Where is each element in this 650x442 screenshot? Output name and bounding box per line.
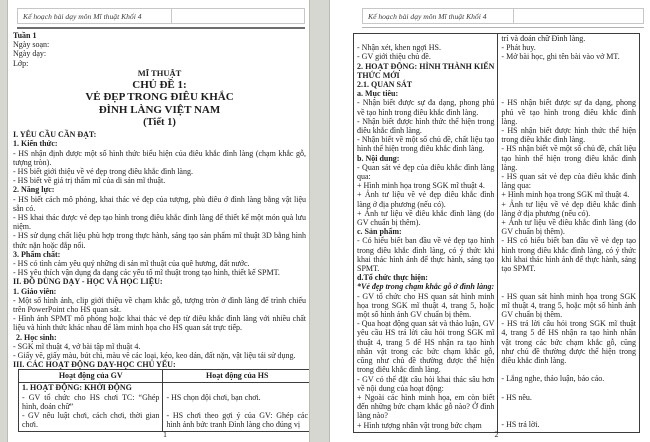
hs-paragraph: - HS chọn đội chơi, bạn chơi. (166, 392, 261, 402)
hs-paragraph: - HS nhận biết được sự đa dạng, phong phú về tạo hình trong điêu khắc đình làng. (501, 98, 636, 126)
gv-paragraph: 1. HOẠT ĐỘNG: KHỞI ĐỘNG (22, 383, 132, 393)
hs-paragraph: - HS trả lời. (501, 420, 540, 430)
table-row (354, 34, 640, 433)
body-paragraph: - HS nhận định được một số hình thức biểu hiện của điêu khắc đình làng (chạm khắc gỗ, tượng tròn). (13, 148, 306, 167)
gv-paragraph: - GV tổ chức cho HS quan sát hình minh họa trong SGK mĩ thuật 4, trang 5, hoặc một số hình ảnh GV chuẩn bị thêm. (357, 291, 495, 320)
gv-paragraph: - Nhận biết được hình thức thể hiện trong điêu khắc đình làng. (357, 116, 495, 136)
hs-paragraph: - HS nêu. (501, 392, 532, 402)
body-paragraph: - HS yêu thích vận dụng đa dạng các yếu tố mĩ thuật trong tạo hình, thiết kế SPMT. (13, 268, 280, 278)
body-paragraph: 1. Kiến thức: (13, 139, 58, 149)
hs-paragraph: - HS quan sát hình minh họa trong SGK mĩ thuật 4, trang 5, hoặc một số hình ảnh GV chuẩn bị thêm. (501, 291, 636, 320)
gv-paragraph: + Ảnh tư liệu về điêu khắc đình làng (do GV chuẩn bị thêm). (357, 208, 495, 228)
page-header-title: Kế hoạch bài dạy môn Mĩ thuật Khối 4 (18, 9, 172, 23)
gv-paragraph: + Hình minh họa trong SGK mĩ thuật 4. (357, 181, 485, 191)
gv-paragraph: - Nhận biết được sự đa dạng, phong phú về tạo hình trong điêu khắc đình làng. (357, 98, 495, 117)
body-paragraph: - SGK mĩ thuật 4, vở bài tập mĩ thuật 4. (13, 341, 141, 351)
body-paragraph: 2. Năng lực: (13, 185, 55, 195)
meta-block (13, 31, 306, 68)
body-text (13, 130, 306, 369)
meta-line: Lớp: (13, 58, 29, 68)
header-rule (362, 27, 644, 28)
page-2 (329, 0, 650, 442)
gv-paragraph: - Có hiểu biết ban đầu về vẻ đẹp tạo hình trong điêu khắc đình làng, có ý thức khi khai thác hình ảnh để thực hành, sáng tạo SPMT. (357, 236, 495, 274)
body-paragraph: - Một số hình ảnh, clip giới thiệu về chạm khắc gỗ, tượng tròn ở đình làng để trình chiếu trên PowerPoint cho HS quan sát. (13, 295, 306, 314)
hs-paragraph: - Mở bài học, ghi tên bài vào vở MT. (501, 52, 620, 62)
header-rule (17, 27, 305, 29)
hs-activity-cell (498, 34, 640, 433)
page-header-title: Kế hoạch bài dạy môn Mĩ thuật Khối 4 (363, 9, 514, 23)
hs-paragraph: - Phát huy. (501, 43, 536, 53)
hs-paragraph: + Ảnh tư liệu về điêu khắc đình làng (do GV chuẩn bị thêm). (501, 218, 636, 237)
gv-paragraph: - GV giới thiệu chủ đề. (357, 52, 431, 62)
gv-activity-cell (19, 383, 163, 432)
page-1 (7, 0, 310, 442)
gv-paragraph: + Hình tượng nhân vật trong bức chạm (357, 420, 482, 430)
activities-table (18, 369, 310, 432)
gv-paragraph: b. Nội dung: (357, 153, 400, 163)
gv-paragraph: - Nhận xét, khen ngợi HS. (357, 43, 441, 53)
table-row (19, 383, 311, 432)
body-paragraph: - HS sử dụng chất liệu phù hợp trong thực hành, sáng tạo sản phẩm mĩ thuật 3D bằng hình thức nặn hoặc đắp nổi. (13, 231, 306, 250)
gv-paragraph: - GV có thể đặt câu hỏi khai thác sâu hơn về nội dung của hoạt động: (357, 374, 495, 393)
body-paragraph: 1. Giáo viên: (13, 286, 57, 296)
title-line: VẺ ĐẸP TRONG ĐIÊU KHẮC (85, 91, 234, 104)
gv-paragraph: - Quan sát vẻ đẹp của điêu khắc đình làng qua: (357, 162, 495, 182)
hs-paragraph: - HS trả lời câu hỏi trong SGK mĩ thuật 4, trang 5 để HS nhận ra tạo hình nhân vật trong các bức chạm khắc gỗ, cũng như chủ đề thường được thể hiện trong điêu khắc đình làng. (501, 319, 636, 366)
gv-paragraph: - GV nêu luật chơi, cách chơi, thời gian chơi. (22, 410, 160, 430)
title-line: CHỦ ĐỀ 1: (132, 78, 187, 91)
title-line: (Tiết 1) (143, 116, 176, 128)
body-paragraph: III. CÁC HOẠT ĐỘNG DẠY-HỌC CHỦ YẾU: (13, 360, 176, 370)
col-header-gv: Hoạt động của GV (19, 370, 163, 383)
hs-paragraph: - Lắng nghe, thảo luận, báo cáo. (501, 374, 605, 384)
hs-paragraph: + Hình minh họa trong SGK mĩ thuật 4. (501, 190, 630, 200)
body-paragraph: 2. Học sinh: (16, 332, 57, 342)
body-paragraph: - HS biết giới thiệu về vẻ đẹp trong điêu khắc đình làng. (13, 166, 193, 176)
gv-paragraph: 2.1. QUAN SÁT (357, 80, 413, 89)
page-number: 1 (163, 430, 167, 439)
hs-paragraph: - HS quan sát vẻ đẹp của điêu khắc đình làng qua: (501, 172, 636, 191)
page-header (17, 8, 305, 24)
gv-paragraph: 2. HOẠT ĐỘNG: HÌNH THÀNH KIẾN THỨC MỚI (357, 61, 495, 80)
body-paragraph: - Hình ảnh SPMT mô phỏng hoặc khai thác vẻ đẹp từ điêu khắc đình làng với nhiều chất liệu và hình thức khác nhau để làm minh họa cho HS quan sát trực tiếp. (13, 314, 306, 333)
gv-paragraph: - Nhận biết về một số chủ đề, chất liệu tạo hình thể hiện trong điêu khắc đình làng. (357, 135, 495, 154)
page-header (362, 8, 644, 24)
hs-activity-cell (163, 383, 310, 432)
col-header-hs: Hoạt động của HS (163, 370, 310, 383)
body-paragraph: II. ĐỒ DÙNG DẠY - HỌC VÀ HỌC LIỆU: (13, 277, 163, 287)
body-paragraph: - HS biết về giá trị thẩm mĩ của di sản mĩ thuật. (13, 176, 166, 186)
lesson-title-block (13, 69, 306, 129)
body-paragraph: - HS biết cách mô phỏng, khai thác vẻ đẹp của tượng, phù điêu ở đình làng bằng vật liệu sẵn có. (13, 194, 306, 213)
hs-paragraph: - HS nhận biết về một số chủ đề, chất liệu tạo hình thể hiện trong điêu khắc đình làng. (501, 144, 636, 172)
meta-line: Ngày dạy: (13, 49, 47, 59)
gv-paragraph: + Ngoài các hình minh họa, em còn biết đến những bức chạm khắc gỗ nào? Ở đình làng nào? (357, 392, 495, 421)
gv-paragraph: d.Tổ chức thực hiện: (357, 273, 428, 283)
activities-table-continued (353, 33, 640, 433)
body-paragraph: - HS khai thác được vẻ đẹp tạo hình trong điêu khắc đình làng để thiết kế một món quà lưu niệm. (13, 212, 306, 232)
gv-paragraph: a. Mục tiêu: (357, 89, 399, 99)
title-line: MĨ THUẬT (137, 67, 182, 78)
page-number: 2 (494, 430, 499, 439)
gv-paragraph: c. Sản phẩm: (357, 227, 402, 237)
body-paragraph: 3. Phẩm chất: (13, 249, 61, 259)
hs-paragraph: + Ảnh tư liệu về vẻ đẹp điêu khắc đình làng ở địa phương (nếu có). (501, 199, 636, 218)
meta-line: Tuần 1 (13, 31, 37, 40)
gv-paragraph: *Vẻ đẹp trong chạm khắc gỗ ở đình làng: (357, 282, 495, 292)
hs-paragraph: - HS nhận biết được hình thức thể hiện trong điêu khắc đình làng. (501, 126, 636, 145)
page-header-spacer (514, 9, 643, 23)
hs-paragraph: trí và đoán chữ Đình làng. (501, 34, 586, 43)
gv-paragraph: + Ảnh tư liệu về vẻ đẹp điêu khắc đình làng ở địa phương (nếu có). (357, 190, 495, 209)
page-header-spacer (172, 9, 304, 23)
gv-paragraph: - GV tổ chức cho HS chơi TC: “Ghép hình, đoán chữ” (22, 392, 160, 411)
gv-activity-cell (354, 34, 498, 433)
gv-paragraph: - Qua hoạt động quan sát và thảo luận, GV yêu cầu HS trả lời câu hỏi trong SGK mĩ thuật 4, trang 5 để HS nhận ra tạo hình nhân vật trong các bức chạm khắc gỗ, cũng như chủ đề thường được thể hiện trong điêu khắc đình làng. (357, 319, 495, 375)
body-paragraph: I. YÊU CẦU CẦN ĐẠT: (13, 130, 97, 140)
hs-paragraph: - HS có hiểu biết ban đầu về vẻ đẹp tạo hình trong điêu khắc đình làng, có ý thức khi khai thác hình ảnh để thực hành, sáng tạo SPMT. (501, 236, 636, 274)
table-header-row (19, 370, 311, 383)
body-paragraph: - HS có tình cảm yêu quý những di sản mĩ thuật của quê hương, đất nước. (13, 258, 250, 268)
title-line: ĐÌNH LÀNG VIỆT NAM (98, 104, 221, 117)
body-paragraph: - Giấy vẽ, giấy màu, bút chì, màu vẽ các loại, kéo, keo dán, đất nặn, vật liệu tái sử dụng. (13, 350, 296, 360)
hs-paragraph: - HS chơi theo gợi ý của GV: Ghép các hình ảnh bức tranh Đình làng cho đúng vị (166, 410, 308, 430)
meta-line: Ngày soạn: (13, 40, 50, 50)
